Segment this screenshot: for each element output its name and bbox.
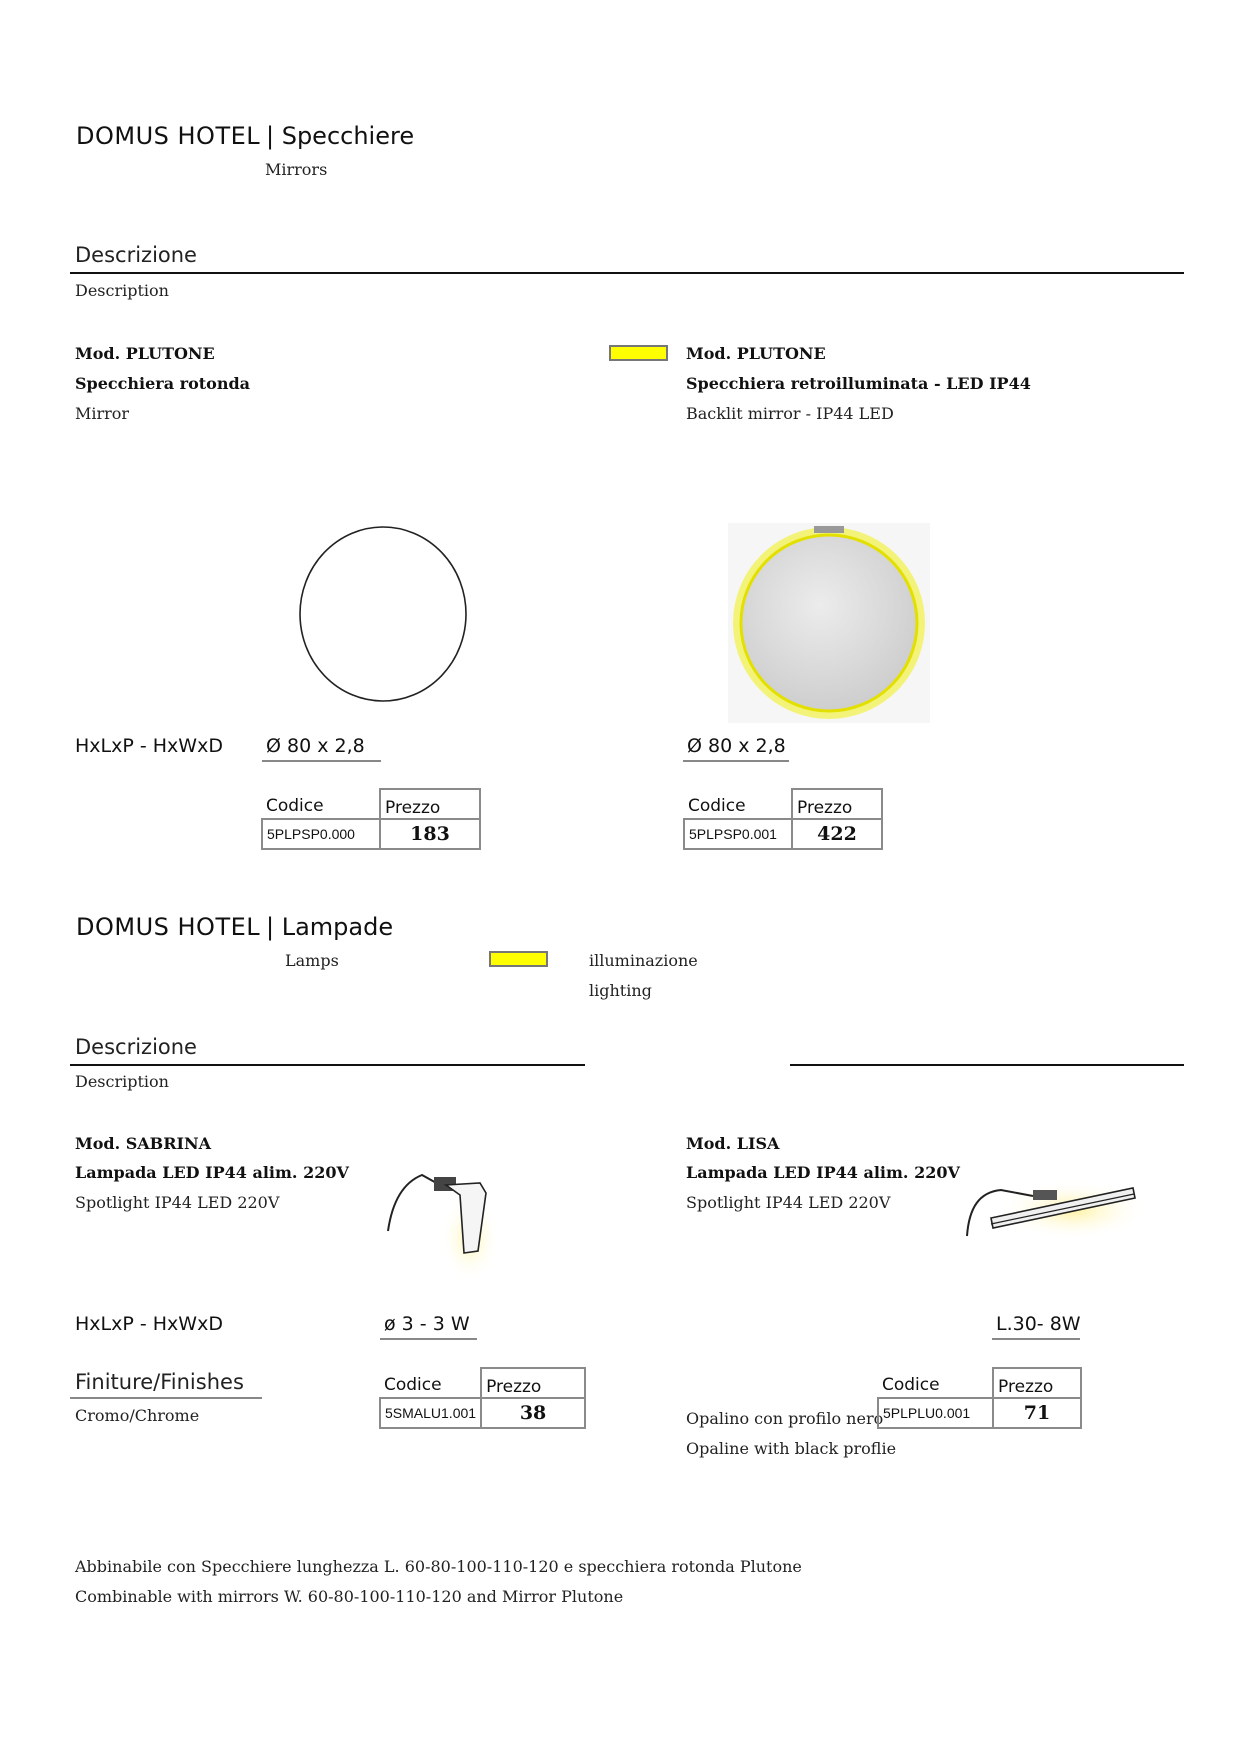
code-header: Codice: [384, 1375, 442, 1395]
product-price: 422: [792, 819, 882, 849]
divider: [790, 1064, 1184, 1066]
finishes-underline: [70, 1397, 262, 1399]
product-name-en: Backlit mirror - IP44 LED: [686, 404, 894, 423]
code-header: Codice: [688, 796, 746, 816]
dimensions-value: Ø 80 x 2,8: [266, 735, 365, 757]
price-header: Prezzo: [481, 1368, 585, 1398]
price-header: Prezzo: [380, 789, 480, 819]
backlit-mirror-image: [728, 523, 930, 723]
price-header: Prezzo: [993, 1368, 1081, 1398]
product-price: 38: [481, 1398, 585, 1428]
product-code: 5SMALU1.001: [380, 1398, 481, 1428]
section-category-en-mirrors: Mirrors: [265, 160, 328, 179]
round-mirror-image: [292, 520, 472, 710]
price-header: Prezzo: [792, 789, 882, 819]
price-table: [379, 1367, 586, 1429]
product-name: Lampada LED IP44 alim. 220V: [75, 1163, 349, 1182]
section-category-mirrors: | Specchiere: [266, 122, 415, 150]
product-name: Specchiera rotonda: [75, 374, 251, 393]
product-model: Mod. PLUTONE: [686, 344, 826, 363]
finish-label: Cromo/Chrome: [75, 1406, 200, 1425]
product-price: 183: [380, 819, 480, 849]
footer-note-en: Combinable with mirrors W. 60-80-100-110-120 and Mirror Plutone: [75, 1587, 624, 1606]
sabrina-lamp-image: [380, 1163, 500, 1278]
divider: [70, 272, 1184, 274]
section-brand-mirrors: DOMUS HOTEL: [76, 122, 261, 150]
dimensions-underline: [380, 1338, 477, 1340]
description-heading: Descrizione: [75, 1035, 197, 1059]
product-name: Specchiera retroilluminata - LED IP44: [686, 374, 1031, 393]
dimensions-value: L.30- 8W: [996, 1313, 1081, 1335]
product-name: Lampada LED IP44 alim. 220V: [686, 1163, 960, 1182]
finishes-heading: Finiture/Finishes: [75, 1370, 244, 1394]
lisa-lamp-image: [963, 1178, 1143, 1253]
dimensions-underline: [683, 760, 789, 762]
product-code: 5PLPSP0.000: [262, 819, 380, 849]
price-table: [683, 788, 883, 850]
dimensions-value: Ø 80 x 2,8: [687, 735, 786, 757]
product-model: Mod. PLUTONE: [75, 344, 215, 363]
product-model: Mod. SABRINA: [75, 1134, 212, 1153]
product-code: 5PLPLU0.001: [878, 1398, 993, 1428]
finish-label: Opalino con profilo nero: [686, 1409, 884, 1428]
product-name-en: Spotlight IP44 LED 220V: [75, 1193, 280, 1212]
product-price: 71: [993, 1398, 1081, 1428]
led-highlight-swatch: [609, 345, 668, 361]
finish-label-en: Opaline with black proflie: [686, 1439, 897, 1458]
lighting-legend-it: illuminazione: [589, 951, 698, 970]
code-header: Codice: [882, 1375, 940, 1395]
product-model: Mod. LISA: [686, 1134, 780, 1153]
price-table: [877, 1367, 1082, 1429]
description-heading-en: Description: [75, 281, 169, 300]
divider: [70, 1064, 585, 1066]
code-header: Codice: [266, 796, 324, 816]
product-name-en: Spotlight IP44 LED 220V: [686, 1193, 891, 1212]
price-table: [261, 788, 481, 850]
lighting-legend-en: lighting: [589, 981, 652, 1000]
section-brand-lamps: DOMUS HOTEL: [76, 913, 261, 941]
dimensions-underline: [992, 1338, 1080, 1340]
product-code: 5PLPSP0.001: [684, 819, 792, 849]
dimensions-label: HxLxP - HxWxD: [75, 735, 223, 757]
section-category-lamps: | Lampade: [266, 913, 394, 941]
description-heading-en: Description: [75, 1072, 169, 1091]
dimensions-underline: [262, 760, 381, 762]
footer-note-it: Abbinabile con Specchiere lunghezza L. 60-80-100-110-120 e specchiera rotonda Plutone: [75, 1557, 802, 1576]
section-category-en-lamps: Lamps: [285, 951, 339, 970]
description-heading: Descrizione: [75, 243, 197, 267]
lighting-legend-swatch: [489, 951, 548, 967]
product-name-en: Mirror: [75, 404, 130, 423]
dimensions-label: HxLxP - HxWxD: [75, 1313, 223, 1335]
dimensions-value: ø 3 - 3 W: [384, 1313, 470, 1335]
